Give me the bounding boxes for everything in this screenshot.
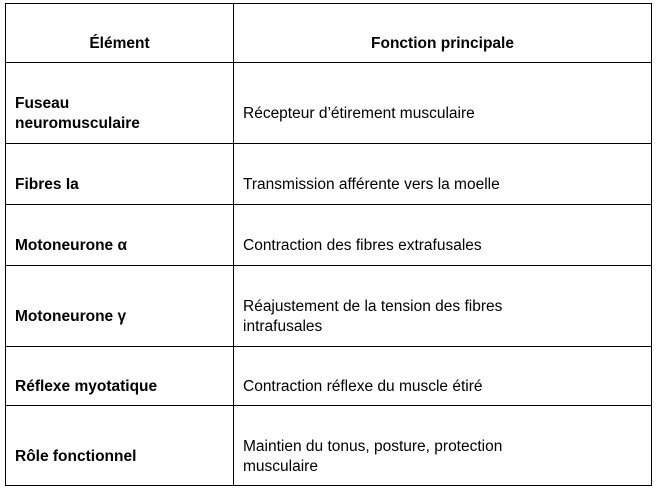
fonction-cell: Réajustement de la tension des fibres intrafusales [234,266,652,347]
fonction-cell: Contraction réflexe du muscle étiré [234,347,652,406]
fonction-cell: Récepteur d’étirement musculaire [234,63,652,144]
table-row [6,63,652,144]
header-fonction: Fonction principale [234,4,652,63]
table-row [6,406,652,486]
element-cell: Fuseau neuromusculaire [6,63,234,144]
fonction-cell: Transmission afférente vers la moelle [234,144,652,205]
fonction-cell: Maintien du tonus, posture, protection musculaire [234,406,652,486]
table-row [6,347,652,406]
header-element: Élément [6,4,234,63]
table-row [6,266,652,347]
element-cell: Fibres Ia [6,144,234,205]
element-cell: Rôle fonctionnel [6,406,234,486]
table-row [6,144,652,205]
element-cell: Motoneurone γ [6,266,234,347]
element-cell: Réflexe myotatique [6,347,234,406]
fonction-cell: Contraction des fibres extrafusales [234,205,652,266]
table-row [6,205,652,266]
function-table [5,3,652,486]
header-row [6,4,652,63]
element-cell: Motoneurone α [6,205,234,266]
